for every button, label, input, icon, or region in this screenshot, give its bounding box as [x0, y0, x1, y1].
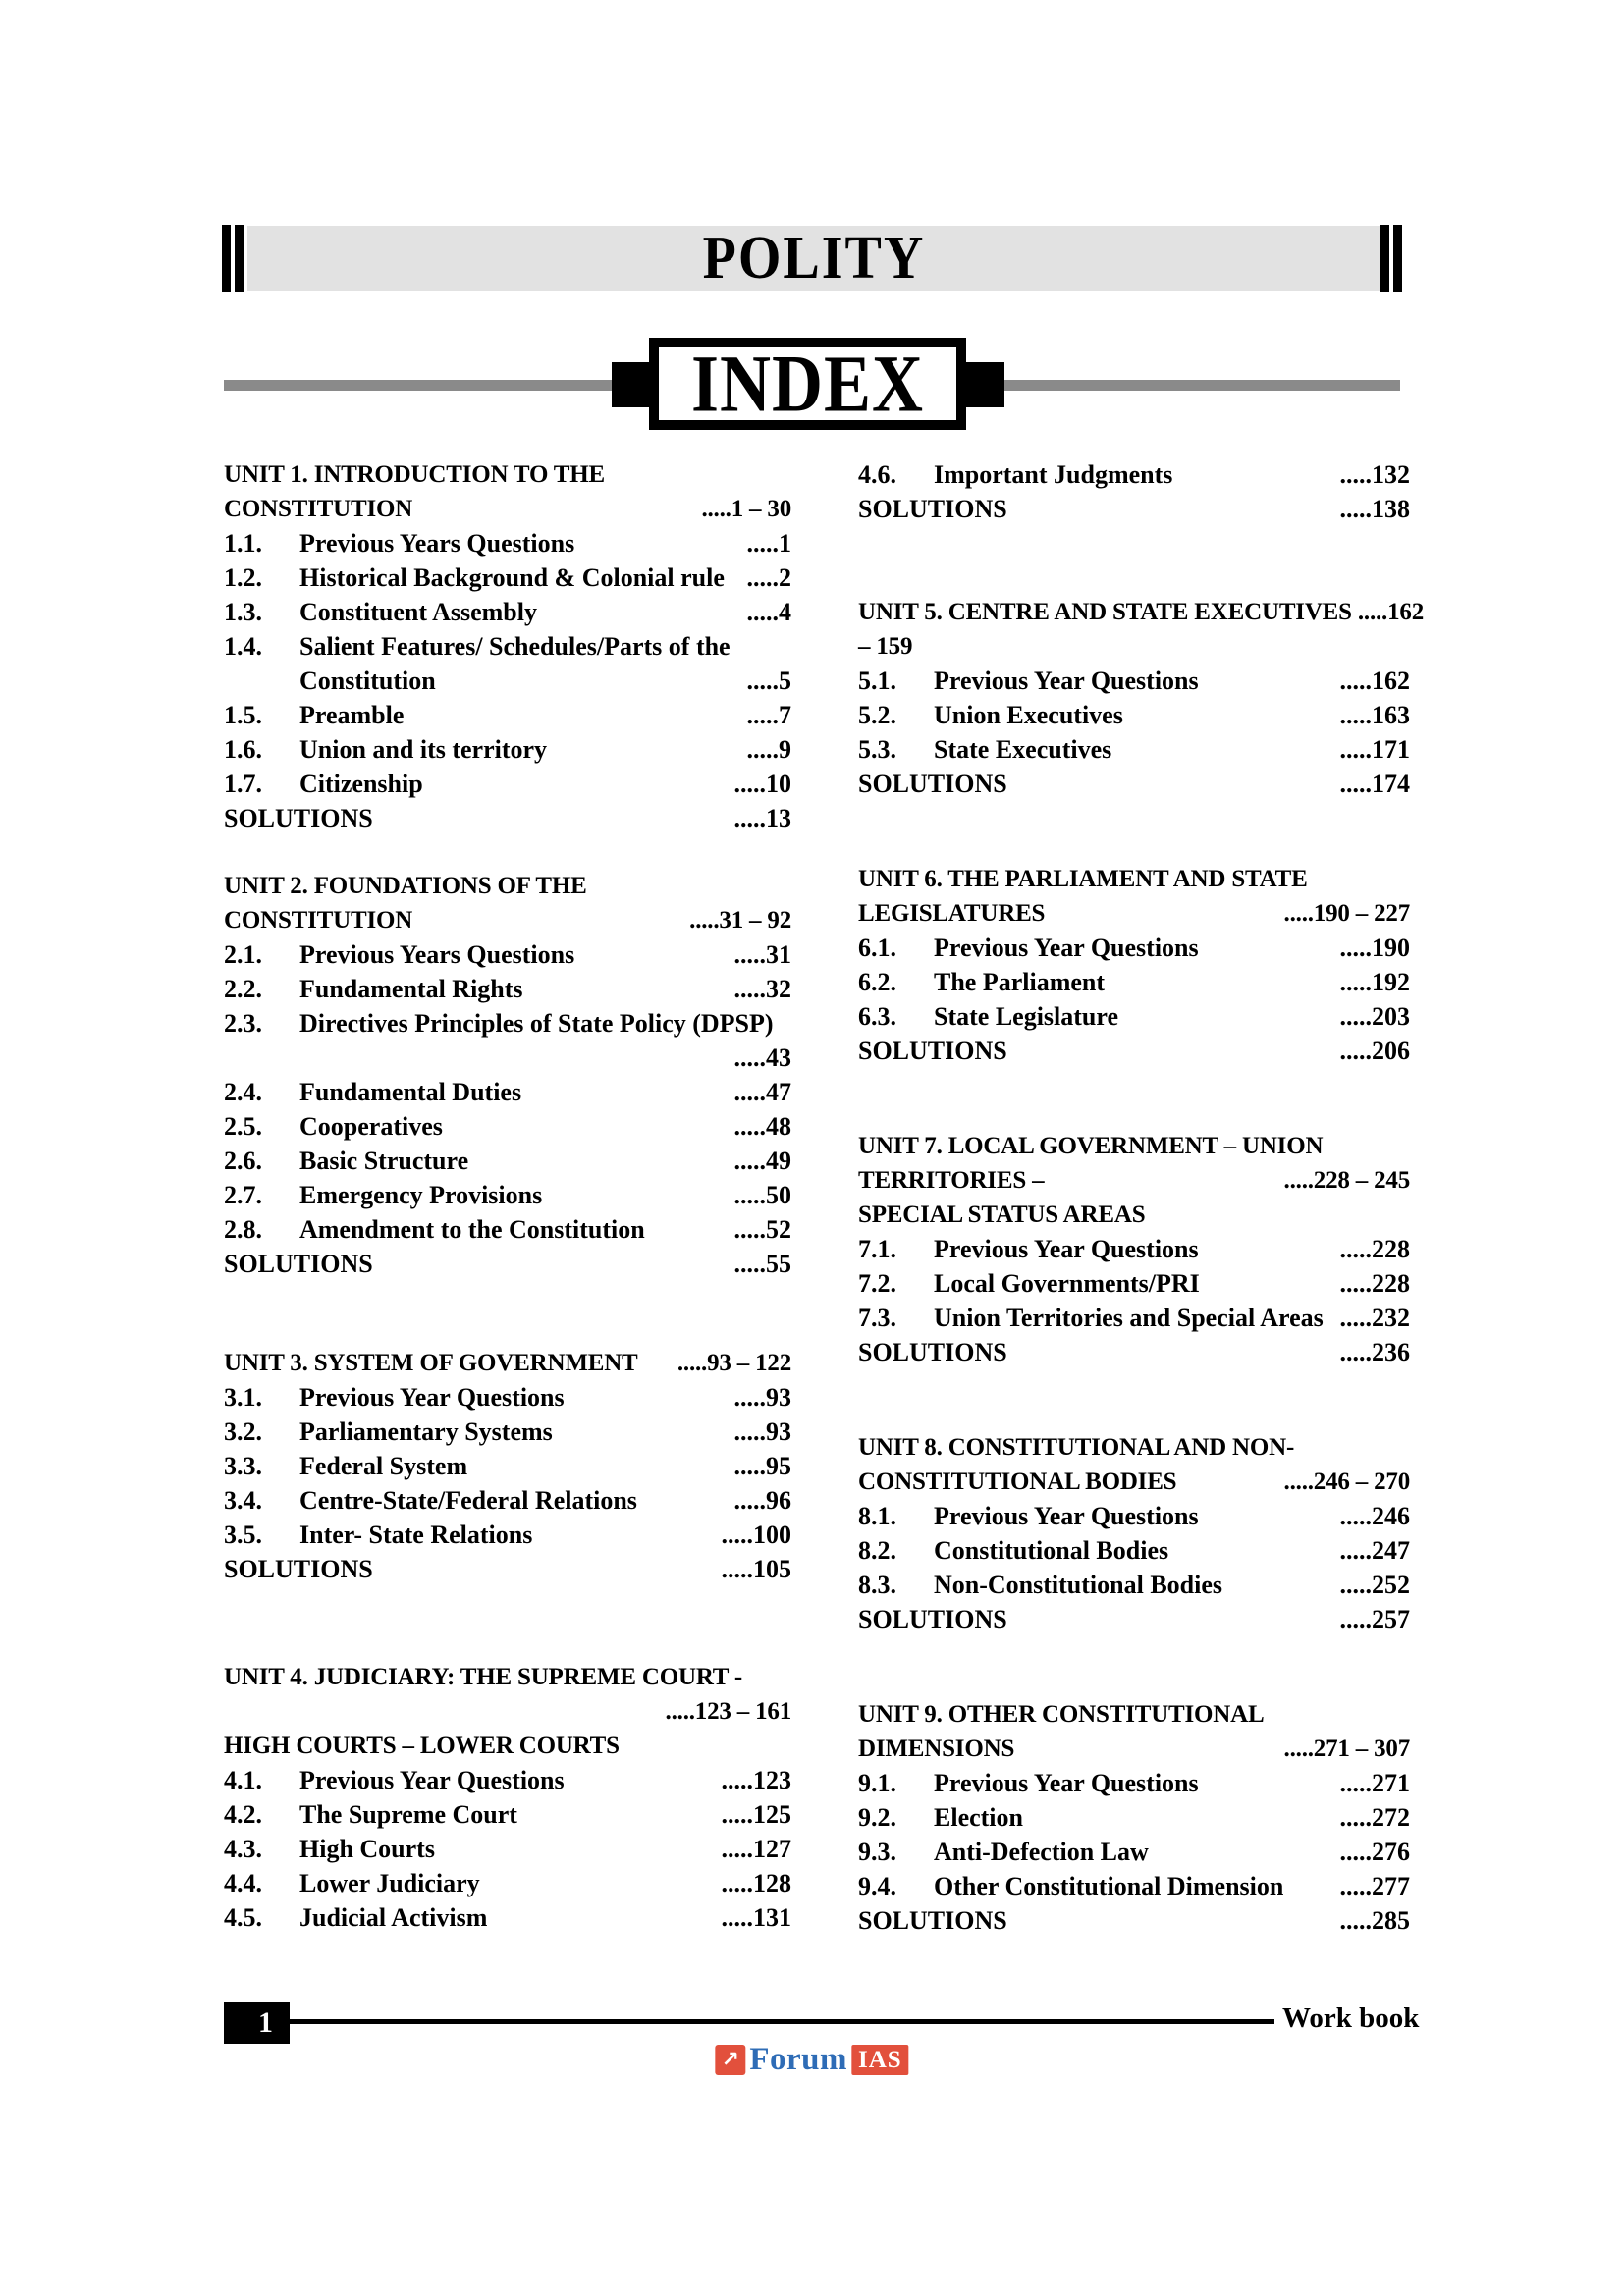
toc-row-title: Previous Year Questions: [934, 934, 1199, 962]
toc-row-title: Judicial Activism: [299, 1903, 488, 1932]
toc-row: [858, 457, 1410, 492]
toc-row-number: 2.7.: [224, 1181, 262, 1209]
toc-row-number: 9.2.: [858, 1803, 896, 1832]
toc-row-page: .....2: [746, 563, 791, 592]
toc-row: [858, 492, 1410, 526]
toc-row-number: 2.6.: [224, 1147, 262, 1175]
page-number-box: [224, 2002, 290, 2044]
toc-row-number: 9.1.: [858, 1769, 896, 1797]
toc-row-page: .....31: [733, 940, 791, 969]
toc-row: [858, 1903, 1410, 1938]
unit-heading-line: [858, 896, 1410, 931]
toc-row-title: Inter- State Relations: [299, 1521, 533, 1549]
unit-heading-line: [858, 1129, 1410, 1163]
toc-row: [224, 1483, 791, 1518]
toc-row-page: .....246: [1339, 1502, 1410, 1530]
unit-heading-pages: .....246 – 270: [1283, 1468, 1410, 1495]
toc-row-page: .....52: [733, 1215, 791, 1244]
unit-heading-pages: .....271 – 307: [1283, 1735, 1410, 1762]
toc-row-page: .....271: [1339, 1769, 1410, 1797]
toc-row-title: Fundamental Rights: [299, 975, 523, 1003]
toc-row-title: Union Territories and Special Areas: [934, 1304, 1324, 1332]
toc-row-page: .....50: [733, 1181, 791, 1209]
toc-unit: [858, 1129, 1410, 1369]
toc-row-title: Previous Year Questions: [934, 1235, 1199, 1263]
toc-row-title: Federal System: [299, 1452, 468, 1480]
toc-row-page: .....125: [721, 1800, 791, 1829]
toc-row: [224, 1449, 791, 1483]
toc-row-page: .....32: [733, 975, 791, 1003]
toc-row-number: 3.3.: [224, 1452, 262, 1480]
toc-row: [858, 1869, 1410, 1903]
toc-row-number: 1.6.: [224, 735, 262, 764]
toc-row-page: .....9: [746, 735, 791, 764]
unit-heading-pages: .....31 – 92: [689, 907, 791, 934]
toc-row-page: .....105: [721, 1555, 791, 1583]
toc-row: [858, 931, 1410, 965]
toc-row: [224, 1006, 791, 1041]
unit-heading-text: LEGISLATURES: [858, 900, 1046, 927]
toc-row: [224, 767, 791, 801]
toc-row-title: Anti-Defection Law: [934, 1838, 1149, 1866]
toc-row-title: Constitution: [299, 667, 436, 695]
unit-heading-line: [224, 1660, 791, 1694]
toc-row: [858, 1266, 1410, 1301]
index-tab-right: [965, 362, 1004, 407]
unit-heading-text: UNIT 9. OTHER CONSTITUTIONAL: [858, 1701, 1265, 1728]
toc-row-title: Other Constitutional Dimension: [934, 1872, 1284, 1900]
toc-row: [224, 1866, 791, 1900]
toc-row-number: 2.2.: [224, 975, 262, 1003]
toc-row-number: 6.2.: [858, 968, 896, 996]
toc-row-number: 1.1.: [224, 529, 262, 558]
toc-row-number: 5.3.: [858, 735, 896, 764]
toc-row-title: High Courts: [299, 1835, 435, 1863]
toc-row-title: Union and its territory: [299, 735, 548, 764]
toc-row-page: .....272: [1339, 1803, 1410, 1832]
toc-row: [858, 1533, 1410, 1568]
toc-row-title: Amendment to the Constitution: [299, 1215, 645, 1244]
index-title: INDEX: [690, 338, 925, 429]
unit-heading-pages: .....162: [1357, 599, 1425, 625]
toc-unit: [858, 862, 1410, 1068]
table-of-contents: [224, 457, 1425, 1938]
toc-row: [224, 1178, 791, 1212]
unit-heading-text: CONSTITUTION: [224, 496, 413, 522]
toc-row-page: .....276: [1339, 1838, 1410, 1866]
toc-row-title: Lower Judiciary: [299, 1869, 480, 1897]
unit-heading-line: [224, 869, 791, 903]
toc-row-number: 3.2.: [224, 1417, 262, 1446]
toc-row-number: 5.1.: [858, 667, 896, 695]
toc-row-page: .....236: [1339, 1338, 1410, 1366]
page-number: 1: [258, 2006, 273, 2039]
toc-row-page: .....127: [721, 1835, 791, 1863]
banner-edge-bar: [222, 225, 231, 292]
toc-column-left: [224, 457, 791, 1938]
toc-row-number: 2.4.: [224, 1078, 262, 1106]
unit-heading-text: CONSTITUTION: [224, 907, 413, 934]
toc-row-page: .....96: [733, 1486, 791, 1515]
toc-row-title: Constitutional Bodies: [934, 1536, 1169, 1565]
toc-row: [858, 1335, 1410, 1369]
toc-row: [224, 732, 791, 767]
toc-row-page: .....128: [721, 1869, 791, 1897]
toc-row-title: Basic Structure: [299, 1147, 469, 1175]
toc-row-number: 7.1.: [858, 1235, 896, 1263]
toc-row-page: .....190: [1339, 934, 1410, 962]
toc-row-page: .....285: [1339, 1906, 1410, 1935]
toc-row: [224, 1380, 791, 1415]
toc-row-number: 1.7.: [224, 770, 262, 798]
unit-heading-pages: .....93 – 122: [677, 1350, 791, 1376]
toc-row: [224, 1075, 791, 1109]
toc-row: [224, 1041, 791, 1075]
toc-row-page: .....252: [1339, 1571, 1410, 1599]
toc-row-title: SOLUTIONS: [858, 1338, 1007, 1366]
toc-row-number: 8.1.: [858, 1502, 896, 1530]
unit-heading-line: [224, 492, 791, 526]
toc-row-page: .....257: [1339, 1605, 1410, 1633]
toc-row-title: The Supreme Court: [299, 1800, 517, 1829]
unit-heading-line: [224, 903, 791, 937]
toc-row: [858, 698, 1410, 732]
toc-row-title: Union Executives: [934, 701, 1123, 729]
unit-heading-pages: .....190 – 227: [1283, 900, 1410, 927]
unit-heading-text: UNIT 5. CENTRE AND STATE EXECUTIVES: [858, 599, 1352, 625]
toc-row-page: .....1: [746, 529, 791, 558]
toc-row-page: .....277: [1339, 1872, 1410, 1900]
toc-row: [224, 1415, 791, 1449]
unit-heading-text: UNIT 2. FOUNDATIONS OF THE: [224, 873, 587, 899]
toc-row: [224, 972, 791, 1006]
toc-row-title: Previous Year Questions: [299, 1766, 565, 1794]
toc-row-title: Constituent Assembly: [299, 598, 537, 626]
toc-row-page: .....171: [1339, 735, 1410, 764]
toc-row-page: .....93: [733, 1417, 791, 1446]
toc-row-page: .....4: [746, 598, 791, 626]
toc-row-title: SOLUTIONS: [224, 1250, 373, 1278]
toc-row-title: Non-Constitutional Bodies: [934, 1571, 1222, 1599]
toc-row-number: 2.1.: [224, 940, 262, 969]
toc-row: [858, 1568, 1410, 1602]
toc-row-page: .....10: [733, 770, 791, 798]
toc-row-title: State Executives: [934, 735, 1112, 764]
toc-row-title: SOLUTIONS: [858, 770, 1007, 798]
toc-row-page: .....13: [733, 804, 791, 832]
toc-row-number: 3.5.: [224, 1521, 262, 1549]
toc-row-page: .....203: [1339, 1002, 1410, 1031]
toc-row: [858, 1499, 1410, 1533]
toc-row-title: Local Governments/PRI: [934, 1269, 1200, 1298]
toc-row: [224, 1552, 791, 1586]
toc-row-title: Cooperatives: [299, 1112, 443, 1141]
toc-unit: [858, 595, 1425, 801]
toc-row-page: .....247: [1339, 1536, 1410, 1565]
toc-row-number: 4.6.: [858, 460, 896, 489]
toc-row-title: SOLUTIONS: [224, 1555, 373, 1583]
toc-row-title: State Legislature: [934, 1002, 1118, 1031]
toc-row: [224, 937, 791, 972]
toc-row-number: 8.3.: [858, 1571, 896, 1599]
unit-heading-line: [858, 1430, 1410, 1465]
unit-heading-line: [858, 629, 1410, 664]
toc-row-page: .....174: [1339, 770, 1410, 798]
toc-row-page: .....43: [733, 1043, 791, 1072]
banner-edge-bar: [235, 225, 244, 292]
toc-row-number: 9.3.: [858, 1838, 896, 1866]
unit-heading-pages: .....123 – 161: [665, 1698, 791, 1725]
toc-row-title: Previous Year Questions: [934, 667, 1199, 695]
toc-row-number: 6.3.: [858, 1002, 896, 1031]
unit-heading-text: – 159: [858, 633, 913, 660]
toc-row: [224, 698, 791, 732]
toc-row-number: 1.2.: [224, 563, 262, 592]
toc-row: [858, 1034, 1410, 1068]
toc-row-number: 4.2.: [224, 1800, 262, 1829]
toc-row-number: 4.5.: [224, 1903, 262, 1932]
toc-row: [224, 595, 791, 629]
toc-row-number: 9.4.: [858, 1872, 896, 1900]
toc-row: [224, 1247, 791, 1281]
toc-row-page: .....132: [1339, 460, 1410, 489]
toc-row-page: .....95: [733, 1452, 791, 1480]
unit-heading-text: SPECIAL STATUS AREAS: [858, 1201, 1146, 1228]
toc-unit: [858, 457, 1410, 526]
toc-row: [858, 767, 1410, 801]
toc-row-title: Directives Principles of State Policy (DPSP): [299, 1009, 774, 1038]
toc-unit: [858, 1697, 1410, 1938]
toc-row-page: .....93: [733, 1383, 791, 1412]
toc-row-page: .....192: [1339, 968, 1410, 996]
toc-row-page: .....5: [746, 667, 791, 695]
toc-row-page: .....163: [1339, 701, 1410, 729]
logo-text-ias: IAS: [851, 2045, 909, 2075]
toc-row-title: Previous Years Questions: [299, 940, 575, 969]
toc-row: [858, 1766, 1410, 1800]
toc-row-page: .....232: [1339, 1304, 1410, 1332]
unit-heading-text: UNIT 6. THE PARLIAMENT AND STATE: [858, 866, 1308, 892]
toc-row-page: .....206: [1339, 1037, 1410, 1065]
toc-row: [224, 1832, 791, 1866]
unit-heading-text: CONSTITUTIONAL BODIES: [858, 1468, 1177, 1495]
toc-row-title: Centre-State/Federal Relations: [299, 1486, 637, 1515]
toc-row-number: 2.3.: [224, 1009, 262, 1038]
toc-unit: [224, 1346, 791, 1586]
toc-unit: [858, 1430, 1410, 1636]
toc-row-title: Parliamentary Systems: [299, 1417, 553, 1446]
toc-row: [224, 664, 791, 698]
toc-row: [224, 801, 791, 835]
toc-row-number: 6.1.: [858, 934, 896, 962]
toc-row-title: Emergency Provisions: [299, 1181, 543, 1209]
unit-heading-pages: .....228 – 245: [1283, 1167, 1410, 1194]
toc-row-page: .....7: [746, 701, 791, 729]
toc-row: [224, 561, 791, 595]
toc-row-page: .....138: [1339, 495, 1410, 523]
unit-heading-pages: .....1 – 30: [701, 496, 791, 522]
toc-row: [858, 1301, 1410, 1335]
toc-row-number: 1.3.: [224, 598, 262, 626]
toc-row-title: Fundamental Duties: [299, 1078, 522, 1106]
toc-row-page: .....228: [1339, 1235, 1410, 1263]
toc-row-page: .....123: [721, 1766, 791, 1794]
index-tab-left: [612, 362, 651, 407]
toc-row-number: 4.4.: [224, 1869, 262, 1897]
toc-row: [858, 965, 1410, 999]
logo-text-forum: Forum: [749, 2042, 847, 2077]
forumias-logo: [715, 2042, 908, 2078]
unit-heading-line: [224, 1346, 791, 1380]
polity-banner: [247, 226, 1380, 291]
index-box: [649, 338, 966, 430]
toc-row: [858, 732, 1410, 767]
toc-row-title: Salient Features/ Schedules/Parts of the: [299, 632, 731, 661]
toc-row-number: 2.5.: [224, 1112, 262, 1141]
toc-row: [858, 1835, 1410, 1869]
toc-unit: [224, 457, 791, 835]
unit-heading-line: [858, 1732, 1410, 1766]
unit-heading-line: [858, 1465, 1410, 1499]
toc-row-number: 5.2.: [858, 701, 896, 729]
unit-heading-line: [224, 1729, 791, 1763]
unit-heading-text: UNIT 4. JUDICIARY: THE SUPREME COURT -: [224, 1664, 742, 1690]
toc-row-title: SOLUTIONS: [224, 804, 373, 832]
toc-row-number: 4.3.: [224, 1835, 262, 1863]
toc-row-title: SOLUTIONS: [858, 495, 1007, 523]
toc-row: [858, 1232, 1410, 1266]
toc-row-page: .....55: [733, 1250, 791, 1278]
workbook-label: Work book: [1282, 2002, 1420, 2034]
toc-row-title: SOLUTIONS: [858, 1037, 1007, 1065]
toc-row-page: .....131: [721, 1903, 791, 1932]
toc-row-title: Important Judgments: [934, 460, 1173, 489]
unit-heading-text: TERRITORIES –: [858, 1167, 1045, 1194]
toc-row: [224, 1109, 791, 1144]
footer-rule: [290, 2019, 1274, 2024]
unit-heading-text: HIGH COURTS – LOWER COURTS: [224, 1733, 620, 1759]
toc-row: [224, 1900, 791, 1935]
toc-row-title: SOLUTIONS: [858, 1906, 1007, 1935]
banner-title: POLITY: [702, 224, 926, 293]
unit-heading-line: [858, 595, 1425, 629]
toc-row-number: 8.2.: [858, 1536, 896, 1565]
toc-row: [224, 526, 791, 561]
banner-edge-bar: [1393, 225, 1402, 292]
toc-row: [858, 664, 1410, 698]
toc-row-number: 1.4.: [224, 632, 262, 661]
toc-row-number: 7.3.: [858, 1304, 896, 1332]
toc-row: [224, 1144, 791, 1178]
arrow-icon: ↗: [715, 2045, 745, 2075]
toc-row-title: Previous Year Questions: [934, 1769, 1199, 1797]
unit-heading-text: UNIT 3. SYSTEM OF GOVERNMENT: [224, 1350, 638, 1376]
toc-row-page: .....162: [1339, 667, 1410, 695]
toc-row-page: .....228: [1339, 1269, 1410, 1298]
unit-heading-line: [858, 862, 1410, 896]
toc-row-title: Historical Background & Colonial rule: [299, 563, 725, 592]
toc-row-title: Citizenship: [299, 770, 423, 798]
unit-heading-line: [858, 1163, 1410, 1198]
unit-heading-text: UNIT 1. INTRODUCTION TO THE: [224, 461, 605, 488]
toc-row-title: Election: [934, 1803, 1023, 1832]
toc-row-title: Previous Years Questions: [299, 529, 575, 558]
unit-heading-text: DIMENSIONS: [858, 1735, 1015, 1762]
toc-row-title: The Parliament: [934, 968, 1106, 996]
unit-heading-line: [858, 1697, 1410, 1732]
toc-row-page: .....49: [733, 1147, 791, 1175]
toc-row-title: Previous Year Questions: [934, 1502, 1199, 1530]
unit-heading-line: [224, 1694, 791, 1729]
toc-row-number: 3.4.: [224, 1486, 262, 1515]
toc-unit: [224, 869, 791, 1281]
toc-row: [858, 1800, 1410, 1835]
toc-unit: [224, 1660, 791, 1935]
unit-heading-text: UNIT 7. LOCAL GOVERNMENT – UNION: [858, 1133, 1324, 1159]
unit-heading-line: [858, 1198, 1410, 1232]
toc-row: [224, 1797, 791, 1832]
toc-column-right: [858, 457, 1425, 1938]
toc-row: [224, 1212, 791, 1247]
toc-row: [224, 629, 791, 664]
toc-row: [858, 999, 1410, 1034]
toc-row: [858, 1602, 1410, 1636]
toc-row: [224, 1518, 791, 1552]
toc-row-number: 2.8.: [224, 1215, 262, 1244]
unit-heading-text: UNIT 8. CONSTITUTIONAL AND NON-: [858, 1434, 1295, 1461]
toc-row: [224, 1763, 791, 1797]
toc-row-number: 7.2.: [858, 1269, 896, 1298]
banner-edge-bar: [1380, 225, 1389, 292]
toc-row-number: 1.5.: [224, 701, 262, 729]
toc-row-title: Preamble: [299, 701, 405, 729]
toc-row-title: SOLUTIONS: [858, 1605, 1007, 1633]
unit-heading-line: [224, 457, 791, 492]
toc-row-number: 4.1.: [224, 1766, 262, 1794]
toc-row-title: Previous Year Questions: [299, 1383, 565, 1412]
toc-row-page: .....100: [721, 1521, 791, 1549]
toc-row-number: 3.1.: [224, 1383, 262, 1412]
toc-row-page: .....47: [733, 1078, 791, 1106]
toc-row-page: .....48: [733, 1112, 791, 1141]
